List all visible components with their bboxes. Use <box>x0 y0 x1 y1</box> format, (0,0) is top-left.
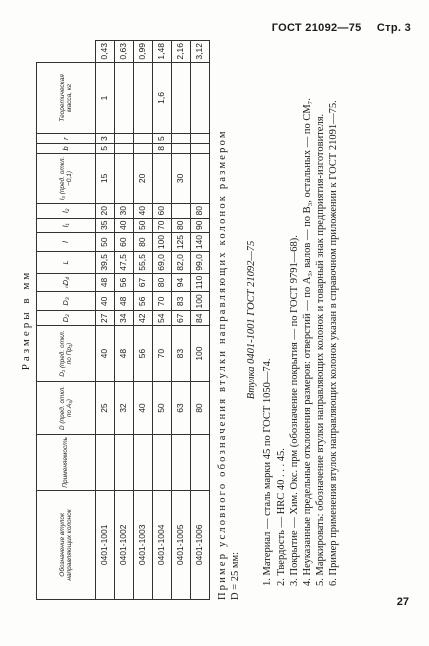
cell-code: 0401-1003 <box>134 490 153 599</box>
table-header-row <box>37 41 96 600</box>
cell-r: 1 <box>96 62 115 134</box>
standard-number: ГОСТ 21092—75 <box>271 22 362 34</box>
cell-l: 40 <box>115 218 134 232</box>
col-header-d2: D₂ <box>37 311 96 325</box>
cell-l2 <box>153 153 172 203</box>
col-header-d3: D₃ <box>37 292 96 311</box>
cell-r <box>172 62 191 134</box>
cell-l2: 15 <box>96 153 115 203</box>
sizes-title: Размеры в мм <box>20 269 32 371</box>
note-material: 1. Материал — сталь марки 45 по ГОСТ 1050—74. <box>262 358 274 586</box>
cell-l1: 40 <box>134 204 153 218</box>
cell-usage <box>191 434 210 490</box>
cell-d1: 40 <box>96 325 115 381</box>
cell-d4-small: 69,0 <box>153 252 172 274</box>
cell-d: 32 <box>115 382 134 435</box>
cell-b: 5 <box>153 134 172 144</box>
cell-d3: 56 <box>134 292 153 311</box>
rotated-content <box>16 40 391 600</box>
cell-d: 40 <box>134 382 153 435</box>
col-header-b: b <box>37 144 96 154</box>
cell-d4-small: 82,0 <box>172 252 191 274</box>
cell-b <box>191 134 210 144</box>
cell-d1: 83 <box>172 325 191 381</box>
cell-d4: 110 <box>191 273 210 292</box>
note-coating: 3. Покрытие — Хим. Окс. прм (обозначение покрытия — по ГОСТ 9791—68). <box>288 235 300 586</box>
table-row <box>115 41 134 600</box>
cell-d4-small: 55,5 <box>134 252 153 274</box>
cell-code: 0401-1005 <box>172 490 191 599</box>
col-header-l1: l₁ <box>37 218 96 232</box>
cell-l-big: 60 <box>115 232 134 251</box>
cell-l-big: 140 <box>191 232 210 251</box>
cell-l: 90 <box>191 218 210 232</box>
cell-l3 <box>115 144 134 154</box>
cell-l-big: 50 <box>96 232 115 251</box>
cell-b <box>172 134 191 144</box>
cell-d: 25 <box>96 382 115 435</box>
cell-r: 1,6 <box>153 62 172 134</box>
cell-mass: 3,12 <box>191 41 210 63</box>
col-header-l: l <box>37 232 96 251</box>
example-intro: Пример условного обозначения втулки направляющих колонок размером <box>217 129 228 600</box>
cell-d4: 80 <box>153 273 172 292</box>
cell-d1: 56 <box>134 325 153 381</box>
cell-r <box>115 62 134 134</box>
note-marking: 5. Маркировать: обозначение втулки направляющих колонок и товарный знак предприятия-изготовителя. <box>314 113 326 586</box>
cell-d1: 70 <box>153 325 172 381</box>
cell-code: 0401-1004 <box>153 490 172 599</box>
cell-d4: 94 <box>172 273 191 292</box>
col-header-d: D (пред. откл. по A₃) <box>37 382 96 435</box>
cell-l-big: 80 <box>134 232 153 251</box>
col-header-code: Обозначение втулок направляющих колонок <box>37 490 96 599</box>
table-row <box>172 41 191 600</box>
dimensions-table <box>36 40 210 600</box>
cell-l1: 60 <box>153 204 172 218</box>
cell-r <box>134 62 153 134</box>
cell-mass: 0,43 <box>96 41 115 63</box>
cell-d4-small: 39,5 <box>96 252 115 274</box>
cell-l3: 5 <box>96 144 115 154</box>
col-header-usage: Применяемость <box>37 434 96 490</box>
cell-d2: 67 <box>172 311 191 325</box>
note-application: 6. Пример применения втулок направляющих колонок указан в справочном приложении к ГОСТ 21091—75. <box>328 100 339 586</box>
cell-l1 <box>172 204 191 218</box>
cell-d: 50 <box>153 382 172 435</box>
cell-l2 <box>115 153 134 203</box>
cell-code: 0401-1006 <box>191 490 210 599</box>
cell-l-big: 100 <box>153 232 172 251</box>
table-row <box>153 41 172 600</box>
cell-l: 80 <box>172 218 191 232</box>
col-header-l3: l₃ (пред. откл. −0,1) <box>37 153 96 203</box>
cell-l3 <box>172 144 191 154</box>
cell-l2 <box>191 153 210 203</box>
cell-l-big: 125 <box>172 232 191 251</box>
cell-d1: 100 <box>191 325 210 381</box>
cell-r <box>191 62 210 134</box>
page-header <box>272 22 411 34</box>
cell-d2: 42 <box>134 311 153 325</box>
cell-l2: 30 <box>172 153 191 203</box>
cell-d3: 70 <box>153 292 172 311</box>
example-size: D = 25 мм: <box>230 551 242 600</box>
cell-mass: 2,16 <box>172 41 191 63</box>
table-row <box>191 41 210 600</box>
cell-l1: 30 <box>115 204 134 218</box>
cell-usage <box>172 434 191 490</box>
cell-l3: 8 <box>153 144 172 154</box>
cell-l1: 80 <box>191 204 210 218</box>
cell-l: 35 <box>96 218 115 232</box>
cell-mass: 0,63 <box>115 41 134 63</box>
page-label: Стр. 3 <box>376 22 411 34</box>
cell-l3 <box>191 144 210 154</box>
cell-d4-small: 47,5 <box>115 252 134 274</box>
cell-d3: 100 <box>191 292 210 311</box>
cell-d3: 40 <box>96 292 115 311</box>
cell-d4: 48 <box>96 273 115 292</box>
cell-b <box>115 134 134 144</box>
cell-d2: 27 <box>96 311 115 325</box>
col-header-l2: l₂ <box>37 204 96 218</box>
cell-mass: 0,99 <box>134 41 153 63</box>
cell-d4-small: 99,0 <box>191 252 210 274</box>
col-header-l-big: L <box>37 252 96 274</box>
cell-d4: 67 <box>134 273 153 292</box>
cell-d: 80 <box>191 382 210 435</box>
cell-d3: 83 <box>172 292 191 311</box>
table-row <box>96 41 115 600</box>
cell-d1: 48 <box>115 325 134 381</box>
cell-usage <box>96 434 115 490</box>
cell-d2: 34 <box>115 311 134 325</box>
cell-l3 <box>134 144 153 154</box>
cell-l2: 20 <box>134 153 153 203</box>
cell-code: 0401-1002 <box>115 490 134 599</box>
col-header-r: r <box>37 134 96 144</box>
cell-d2: 84 <box>191 311 210 325</box>
cell-l1: 20 <box>96 204 115 218</box>
cell-usage <box>153 434 172 490</box>
note-tolerances: 4. Неуказанные предельные отклонения размеров: отверстий — по A₃, валов — по B₃, остальных — по СМ₇. <box>301 98 313 586</box>
col-header-mass: Теоретическая масса, кг <box>37 62 96 134</box>
cell-l: 50 <box>134 218 153 232</box>
cell-b: 3 <box>96 134 115 144</box>
cell-l: 70 <box>153 218 172 232</box>
cell-d: 63 <box>172 382 191 435</box>
col-header-d1: D₁ (пред. откл. по Пр₁) <box>37 325 96 381</box>
cell-b <box>134 134 153 144</box>
col-header-d4: ₙD₄ <box>37 273 96 292</box>
cell-d4: 56 <box>115 273 134 292</box>
note-hardness: 2. Твердость — HRC 40 . . . 45. <box>275 448 287 586</box>
cell-mass: 1,48 <box>153 41 172 63</box>
cell-d3: 48 <box>115 292 134 311</box>
cell-usage <box>115 434 134 490</box>
cell-d2: 54 <box>153 311 172 325</box>
cell-code: 0401-1001 <box>96 490 115 599</box>
cell-usage <box>134 434 153 490</box>
table-row <box>134 41 153 600</box>
text-block <box>216 40 340 600</box>
page-number: 27 <box>396 596 409 608</box>
example-designation: Втулка 0401-1001 ГОСТ 21092—75 <box>246 240 258 400</box>
